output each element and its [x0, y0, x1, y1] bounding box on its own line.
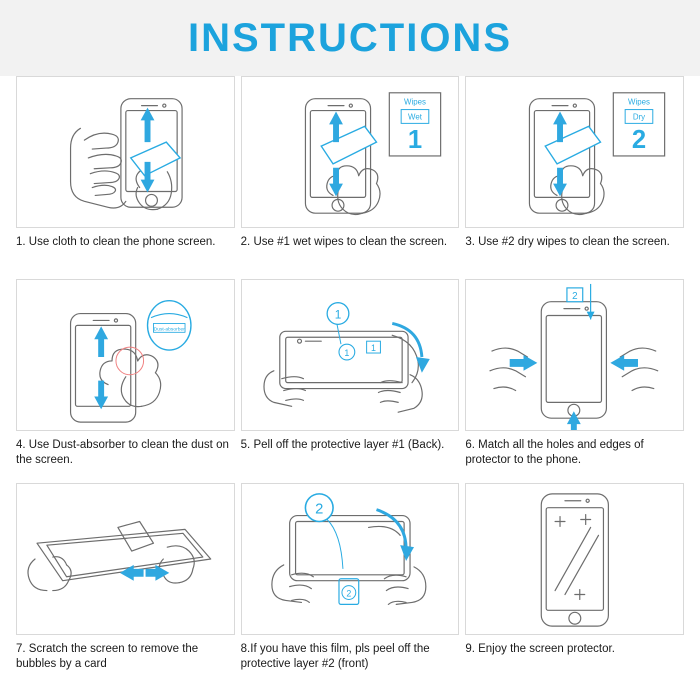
- step-item-4: [16, 279, 235, 480]
- layer-tag-5-c: 1: [370, 343, 376, 354]
- layer-tag-5-a: 1: [334, 307, 341, 322]
- step-caption-1: 1. Use cloth to clean the phone screen.: [16, 236, 216, 248]
- wipes-number-label-3: 2: [632, 126, 647, 155]
- step-caption-7: 7. Scratch the screen to remove the bubbles by a card: [16, 642, 199, 670]
- layer-tag-6: 2: [572, 291, 578, 303]
- page-title: INSTRUCTIONS: [188, 15, 512, 60]
- wipes-type-label-2: Wet: [407, 112, 422, 122]
- wipes-packet-label-2: Wipes: [403, 97, 426, 107]
- step-illustration-2: [241, 76, 460, 228]
- step-item-6: [465, 279, 684, 480]
- step-item-9: [465, 483, 684, 684]
- page-header: [0, 0, 700, 76]
- wipes-packet-label-3: Wipes: [628, 97, 651, 107]
- step-illustration-3: [465, 76, 684, 228]
- step-illustration-5: [241, 279, 460, 431]
- step-item-3: [465, 76, 684, 277]
- step-caption-3: 3. Use #2 dry wipes to clean the screen.: [465, 236, 670, 248]
- step-item-2: [241, 76, 460, 277]
- step-illustration-1: [16, 76, 235, 228]
- step-item-1: [16, 76, 235, 277]
- step-caption-9: 9. Enjoy the screen protector.: [465, 642, 615, 655]
- dust-absorber-label: Dust-absorber: [153, 327, 185, 333]
- step-caption-4: 4. Use Dust-absorber to clean the dust on the screen.: [16, 439, 229, 467]
- steps-grid: [16, 76, 684, 684]
- step-illustration-4: [16, 279, 235, 431]
- step-item-7: [16, 483, 235, 684]
- step-caption-8: 8.If you have this film, pls peel off the protective layer #2 (front): [240, 642, 430, 670]
- layer-tag-8-b: 2: [346, 588, 351, 599]
- wipes-number-label-2: 1: [407, 126, 422, 155]
- step-item-5: [241, 279, 460, 480]
- wipes-type-label-3: Dry: [633, 112, 646, 122]
- step-item-8: [241, 483, 460, 684]
- step-caption-6: 6. Match all the holes and edges of protector to the phone.: [465, 439, 644, 467]
- step-illustration-7: [16, 483, 235, 635]
- step-caption-2: 2. Use #1 wet wipes to clean the screen.: [240, 236, 448, 248]
- step-illustration-9: [465, 483, 684, 635]
- layer-tag-8-a: 2: [314, 501, 324, 518]
- layer-tag-5-b: 1: [344, 348, 350, 359]
- step-caption-5: 5. Pell off the protective layer #1 (Back).: [240, 439, 445, 452]
- step-illustration-8: [241, 483, 460, 635]
- step-illustration-6: [465, 279, 684, 431]
